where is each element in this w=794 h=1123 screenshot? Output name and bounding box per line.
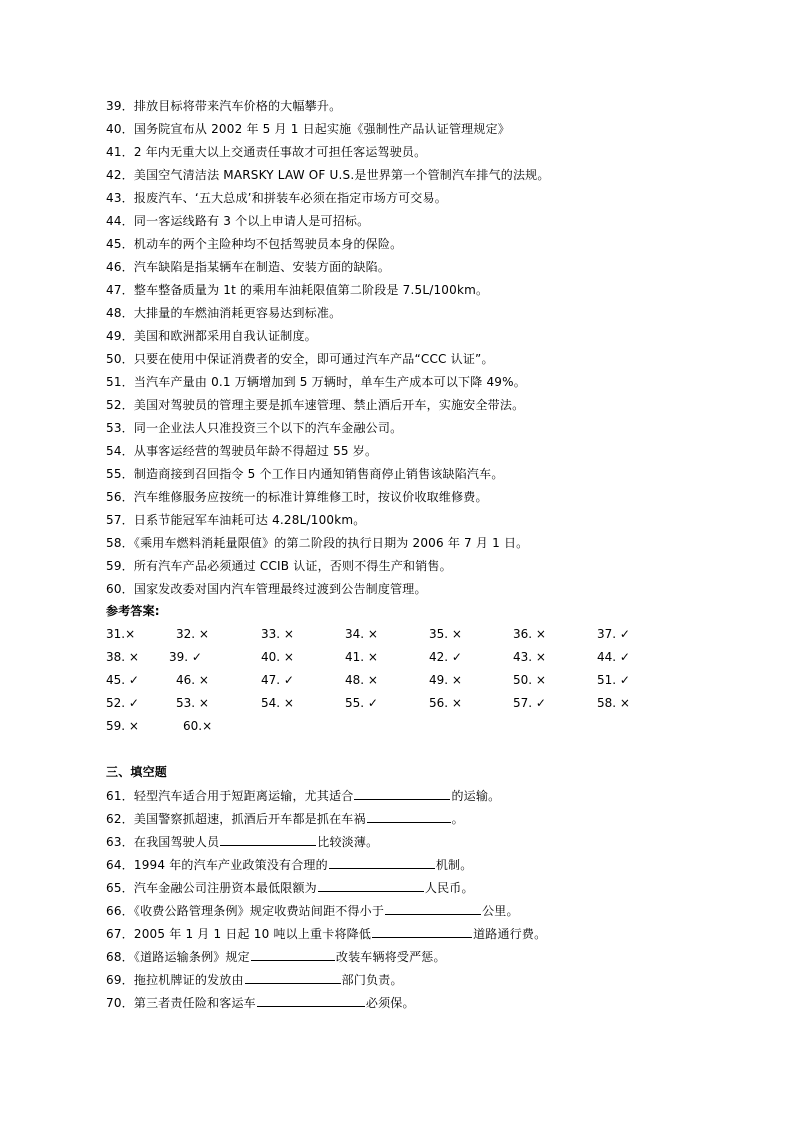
question-61 — [106, 787, 500, 804]
question-68 — [106, 948, 446, 965]
answer-54: 54. × — [261, 696, 294, 710]
answer-53: 53. × — [176, 696, 209, 710]
statement-39: 39．排放目标将带来汽车价格的大幅攀升。 — [106, 99, 342, 113]
answer-48: 48. × — [345, 673, 378, 687]
answer-44: 44. ✓ — [597, 650, 630, 664]
statement-46: 46．汽车缺陷是指某辆车在制造、安装方面的缺陷。 — [106, 260, 391, 274]
statement-49: 49．美国和欧洲都采用自我认证制度。 — [106, 329, 317, 343]
question-text: 机制。 — [435, 858, 473, 872]
statement-53: 53．同一企业法人只准投资三个以下的汽车金融公司。 — [106, 421, 403, 435]
answer-40: 40. × — [261, 650, 294, 664]
statement-45: 45．机动车的两个主险种均不包括驾驶员本身的保险。 — [106, 237, 403, 251]
answer-38: 38. × — [106, 650, 139, 664]
answer-31: 31.× — [106, 627, 136, 641]
question-text: 66．《收费公路管理条例》规定收费站间距不得小于 — [106, 904, 385, 918]
question-67 — [106, 925, 546, 942]
answer-blank[interactable] — [372, 925, 472, 938]
question-text: 。 — [451, 812, 464, 826]
question-64 — [106, 856, 472, 873]
answer-blank[interactable] — [329, 856, 435, 869]
answer-50: 50. × — [513, 673, 546, 687]
question-text: 人民币。 — [424, 881, 474, 895]
answer-51: 51. ✓ — [597, 673, 630, 687]
answer-56: 56. × — [429, 696, 462, 710]
answer-47: 47. ✓ — [261, 673, 294, 687]
question-text: 63．在我国驾驶人员 — [106, 835, 220, 849]
answer-57: 57. ✓ — [513, 696, 546, 710]
question-69 — [106, 971, 403, 988]
question-62 — [106, 810, 464, 827]
question-text: 公里。 — [482, 904, 519, 918]
statement-51: 51．当汽车产量由 0.1 万辆增加到 5 万辆时，单车生产成本可以下降 49%。 — [106, 375, 526, 389]
answer-blank[interactable] — [367, 810, 451, 823]
question-text: 65．汽车金融公司注册资本最低限额为 — [106, 881, 317, 895]
answer-49: 49. × — [429, 673, 462, 687]
question-70 — [106, 994, 415, 1011]
question-63 — [106, 833, 378, 850]
statement-58: 58．《乘用车燃料消耗量限值》的第二阶段的执行日期为 2006 年 7 月 1 日。 — [106, 536, 529, 550]
answer-37: 37. ✓ — [597, 627, 630, 641]
answer-34: 34. × — [345, 627, 378, 641]
question-text: 67．2005 年 1 月 1 日起 10 吨以上重卡将降低 — [106, 927, 372, 941]
question-text: 比较淡薄。 — [317, 835, 379, 849]
answer-41: 41. × — [345, 650, 378, 664]
statement-50: 50．只要在使用中保证消费者的安全，即可通过汽车产品“CCC 认证”。 — [106, 352, 494, 366]
question-text: 62．美国警察抓超速，抓酒后开车都是抓在车祸 — [106, 812, 366, 826]
answer-55: 55. ✓ — [345, 696, 378, 710]
statement-59: 59．所有汽车产品必须通过 CCIB 认证，否则不得生产和销售。 — [106, 559, 452, 573]
question-65 — [106, 879, 474, 896]
question-66 — [106, 902, 519, 919]
statement-40: 40．国务院宣布从 2002 年 5 月 1 日起实施《强制性产品认证管理规定》 — [106, 122, 510, 136]
statement-41: 41．2 年内无重大以上交通责任事故才可担任客运驾驶员。 — [106, 145, 427, 159]
answer-blank[interactable] — [385, 902, 481, 915]
statement-60: 60．国家发改委对国内汽车管理最终过渡到公告制度管理。 — [106, 582, 427, 596]
question-text: 69．拖拉机牌证的发放由 — [106, 973, 244, 987]
statement-52: 52．美国对驾驶员的管理主要是抓车速管理、禁止酒后开车，实施安全带法。 — [106, 398, 525, 412]
statement-43: 43．报废汽车、‘五大总成’和拼装车必须在指定市场方可交易。 — [106, 191, 447, 205]
statement-48: 48．大排量的车燃油消耗更容易达到标准。 — [106, 306, 342, 320]
statement-56: 56．汽车维修服务应按统一的标准计算维修工时，按议价收取维修费。 — [106, 490, 488, 504]
answer-46: 46. × — [176, 673, 209, 687]
answer-60: 60.× — [183, 719, 213, 733]
statement-54: 54．从事客运经营的驾驶员年龄不得超过 55 岁。 — [106, 444, 378, 458]
statement-47: 47．整车整备质量为 1t 的乘用车油耗限值第二阶段是 7.5L/100km。 — [106, 283, 489, 297]
answer-35: 35. × — [429, 627, 462, 641]
answer-39: 39. ✓ — [169, 650, 202, 664]
question-text: 70．第三者责任险和客运车 — [106, 996, 256, 1010]
question-text: 道路通行费。 — [473, 927, 547, 941]
answer-42: 42. ✓ — [429, 650, 462, 664]
answer-blank[interactable] — [245, 971, 341, 984]
answer-33: 33. × — [261, 627, 294, 641]
answer-45: 45. ✓ — [106, 673, 139, 687]
question-text: 部门负责。 — [341, 973, 403, 987]
section-title: 三、填空题 — [106, 765, 168, 779]
answer-58: 58. × — [597, 696, 630, 710]
question-text: 61．轻型汽车适合用于短距离运输，尤其适合 — [106, 789, 354, 803]
question-text: 改装车辆将受严惩。 — [335, 950, 446, 964]
statement-55: 55．制造商接到召回指令 5 个工作日内通知销售商停止销售该缺陷汽车。 — [106, 467, 504, 481]
answer-blank[interactable] — [354, 787, 450, 800]
answer-52: 52. ✓ — [106, 696, 139, 710]
answer-blank[interactable] — [257, 994, 365, 1007]
answer-32: 32. × — [176, 627, 209, 641]
question-text: 68．《道路运输条例》规定 — [106, 950, 250, 964]
answer-blank[interactable] — [251, 948, 335, 961]
answers-heading: 参考答案: — [106, 604, 160, 618]
statement-42: 42．美国空气清洁法 MARSKY LAW OF U.S.是世界第一个管制汽车排气的法规。 — [106, 168, 550, 182]
question-text: 64．1994 年的汽车产业政策没有合理的 — [106, 858, 328, 872]
statement-44: 44．同一客运线路有 3 个以上申请人是可招标。 — [106, 214, 370, 228]
answer-blank[interactable] — [220, 833, 316, 846]
question-text: 的运输。 — [451, 789, 501, 803]
answer-36: 36. × — [513, 627, 546, 641]
statement-57: 57．日系节能冠军车油耗可达 4.28L/100km。 — [106, 513, 366, 527]
answer-59: 59. × — [106, 719, 139, 733]
answer-43: 43. × — [513, 650, 546, 664]
answer-blank[interactable] — [318, 879, 424, 892]
question-text: 必须保。 — [365, 996, 415, 1010]
